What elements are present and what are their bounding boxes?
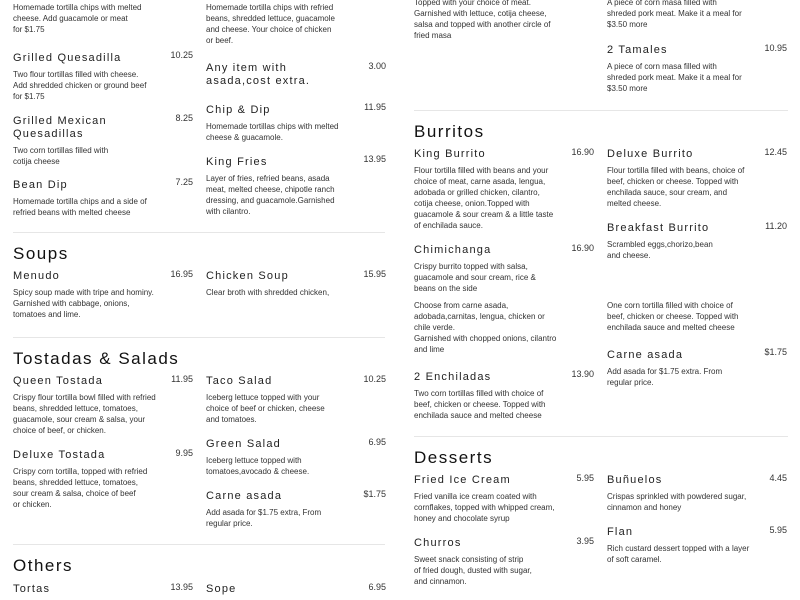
item-description: Two corn tortillas filled with cotija cheese: [13, 146, 109, 166]
item-description: Two corn tortillas filled with choice of beef, chicken or cheese. Topped with enchilada sauce and melted cheese: [414, 389, 546, 420]
item-description: Scrambled eggs,chorizo,bean and cheese.: [607, 240, 713, 260]
section-title-others: Others: [13, 556, 74, 575]
item-price: 16.90: [571, 243, 594, 253]
item-price: 6.95: [368, 437, 386, 447]
item-description: Add asada for $1.75 extra. From regular price.: [607, 367, 723, 387]
item-description: Topped with your choice of meat. Garnished with lettuce, cotija cheese, salsa and topped with another circle of fried masa: [414, 0, 551, 40]
item-name: Queen Tostada: [13, 375, 104, 387]
item-name: Carne asada: [607, 349, 684, 361]
item-price: 13.90: [571, 369, 594, 379]
item-description: Crispy burrito topped with salsa, guacamole and sour cream, rice & beans on the side: [414, 262, 536, 293]
item-description: Crispy flour tortilla bowl filled with refried beans, shredded lettuce, tomatoes, guacamole, sour cream & salsa, your choice of beef, or chicken.: [13, 393, 156, 435]
item-price: 11.95: [171, 374, 193, 384]
section-divider: [13, 337, 385, 338]
item-description: Two flour tortillas filled with cheese. Add shredded chicken or ground beef for $1.75: [13, 70, 147, 101]
item-description: Spicy soup made with tripe and hominy. Garnished with cabbage, onions, tomatoes and lime.: [13, 288, 154, 319]
item-price: 3.95: [576, 536, 594, 546]
item-price: $1.75: [764, 347, 787, 357]
item-price: 15.95: [363, 269, 386, 279]
item-price: 12.45: [764, 147, 787, 157]
item-name: Menudo: [13, 270, 60, 282]
item-price: $1.75: [363, 489, 386, 499]
item-name: Taco Salad: [206, 375, 273, 387]
menu-item: [414, 148, 599, 231]
item-description: Homemade tortilla chips with refried beans, shredded lettuce, guacamole and cheese. Your choice of chicken or beef.: [206, 3, 335, 45]
item-price: 13.95: [363, 154, 386, 164]
menu-item: [206, 156, 386, 217]
item-price: 4.45: [769, 473, 787, 483]
item-name: Breakfast Burrito: [607, 222, 710, 234]
item-description: Homemade tortillas chips with melted cheese & guacamole.: [206, 122, 339, 142]
menu-item: [414, 0, 604, 41]
item-description: Crispy corn tortilla, topped with refried beans, shredded lettuce, tomatoes, sour cream & salsa, choice of beef or chicken.: [13, 467, 148, 509]
section-title-soups: Soups: [13, 244, 69, 263]
item-price: 11.95: [364, 102, 386, 112]
item-name: Churros: [414, 537, 462, 549]
section-divider: [13, 544, 385, 545]
item-price: 10.95: [764, 43, 787, 53]
item-description: Layer of fries, refried beans, asada meat, melted cheese, chipotle ranch dressing, and guacamole.Garnished with cilantro.: [206, 174, 335, 216]
item-price: 10.25: [170, 50, 193, 60]
item-name: Deluxe Tostada: [13, 449, 106, 461]
menu-item: [13, 0, 193, 35]
item-price: 8.25: [175, 113, 193, 123]
item-name: King Fries: [206, 156, 268, 168]
item-price: 10.25: [363, 374, 386, 384]
item-price: 6.95: [368, 582, 386, 592]
item-name: Grilled Mexican Quesadillas: [13, 115, 107, 140]
section-divider: [414, 436, 788, 437]
item-name: Chicken Soup: [206, 270, 289, 282]
item-price: 7.25: [175, 177, 193, 187]
item-description: Sweet snack consisting of strip of fried dough, dusted with sugar, and cinnamon.: [414, 555, 532, 586]
menu-item: [13, 449, 193, 510]
item-name: Tortas: [13, 583, 51, 595]
item-name: 2 Tamales: [607, 44, 668, 56]
item-description: Flour tortilla filled with beans and your choice of meat, carne asada, lengua, adobada or grilled chicken, cilantro, cotija cheese, onion.Topped with guacamole & sour cream & a little taste of enchilada sauce.: [414, 166, 554, 230]
item-name: Chimichanga: [414, 244, 492, 256]
item-description: Add asada for $1.75 extra, From regular price.: [206, 508, 322, 528]
item-name: Bean Dip: [13, 179, 68, 191]
item-description: Homemade tortilla chips with melted cheese. Add guacamole or meat for $1.75: [13, 3, 142, 34]
item-name: Deluxe Burrito: [607, 148, 694, 160]
left-column: [13, 0, 387, 600]
item-name: Sope: [206, 583, 237, 595]
item-price: 9.95: [175, 448, 193, 458]
item-description: A piece of corn masa filled with shreded pork meat. Make it a meal for $3.50 more: [607, 62, 742, 93]
section-divider: [414, 110, 788, 111]
item-description: Rich custard dessert topped with a layer of soft caramel.: [607, 544, 750, 564]
item-name: Carne asada: [206, 490, 283, 502]
item-price: 3.00: [368, 61, 386, 71]
item-description: Iceberg lettuce topped with tomatoes,avocado & cheese.: [206, 456, 310, 476]
item-description: Clear broth with shredded chicken,: [206, 288, 330, 297]
item-name: Any item with asada,cost extra.: [206, 62, 311, 87]
item-price: 5.95: [576, 473, 594, 483]
item-name: Chip & Dip: [206, 104, 271, 116]
right-column: [414, 0, 788, 600]
item-name: Green Salad: [206, 438, 281, 450]
section-title-burritos: Burritos: [414, 122, 485, 141]
item-name: Fried Ice Cream: [414, 474, 511, 486]
item-description: Choose from carne asada, adobada,carnitas, lengua, chicken or chile verde. Garnished with chopped onions, cilantro and lime: [414, 301, 557, 354]
item-description: Fried vanilla ice cream coated with cornflakes, topped with whipped cream, honey and chocolate syrup: [414, 492, 555, 523]
item-description: One corn tortilla filled with choice of beef, chicken or cheese. Topped with enchilada sauce and melted cheese: [607, 301, 739, 332]
item-name: King Burrito: [414, 148, 486, 160]
item-description: Homemade tortilla chips and a side of refried beans with melted cheese: [13, 197, 147, 217]
item-price: 11.20: [765, 221, 787, 231]
item-price: 5.95: [769, 525, 787, 535]
item-price: 16.90: [571, 147, 594, 157]
menu-item: [607, 0, 787, 30]
menu-item: [607, 296, 787, 333]
item-price: 13.95: [170, 582, 193, 592]
item-description: A piece of corn masa filled with shreded pork meat. Make it a meal for $3.50 more: [607, 0, 742, 29]
item-description: Crispas sprinkled with powdered sugar, cinnamon and honey: [607, 492, 747, 512]
menu-item: [414, 296, 604, 355]
item-name: 2 Enchiladas: [414, 371, 492, 383]
item-description: Flour tortilla filled with beans, choice of beef, chicken or cheese. Topped with enchilada sauce, sour cream, and melted cheese.: [607, 166, 745, 208]
menu-item: [607, 148, 787, 209]
section-title-desserts: Desserts: [414, 448, 494, 467]
section-divider: [13, 232, 385, 233]
item-name: Buñuelos: [607, 474, 663, 486]
menu-item: [206, 0, 386, 46]
section-title-tostadas: Tostadas & Salads: [13, 349, 180, 368]
item-name: Flan: [607, 526, 634, 538]
menu-item: [13, 375, 193, 436]
item-name: Grilled Quesadilla: [13, 52, 122, 64]
item-price: 16.95: [170, 269, 193, 279]
item-description: Iceberg lettuce topped with your choice of beef or chicken, cheese and tomatoes.: [206, 393, 325, 424]
